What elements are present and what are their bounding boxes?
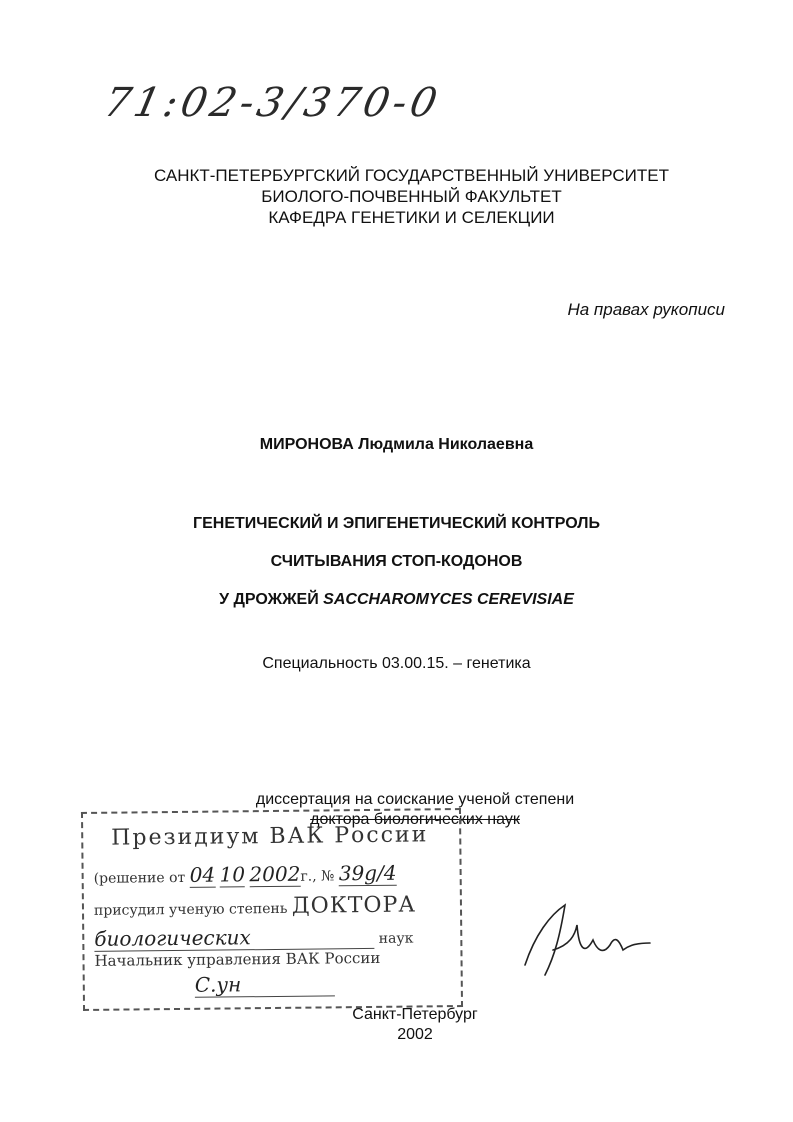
department-name: КАФЕДРА ГЕНЕТИКИ И СЕЛЕКЦИИ xyxy=(268,208,555,227)
stamp-day: 04 xyxy=(189,862,216,887)
degree-line-2: доктора биологических наук xyxy=(310,811,520,828)
stamp-degree: ДОКТОРА xyxy=(291,892,417,919)
rights-note: На правах рукописи xyxy=(567,300,725,319)
stamp-decision-prefix: (решение от xyxy=(93,869,186,887)
title-line-3 xyxy=(0,591,793,609)
dissertation-title xyxy=(0,515,793,629)
stamp-header: Президиум ВАК России xyxy=(111,822,429,851)
stamp-awarded xyxy=(94,892,416,920)
stamp-field-handwritten: биологических xyxy=(94,924,374,952)
institution-header xyxy=(0,165,793,228)
stamp-year: 2002 xyxy=(249,861,301,887)
place: Санкт-Петербург xyxy=(352,1006,478,1023)
stamp-chief-signature: С.ун xyxy=(195,971,335,997)
author-signature xyxy=(515,895,665,985)
stamp-decision xyxy=(94,861,397,888)
place-and-year xyxy=(320,1005,510,1045)
university-name: САНКТ-ПЕТЕРБУРГСКИЙ ГОСУДАРСТВЕННЫЙ УНИВЕРСИТЕТ xyxy=(153,166,670,185)
vak-stamp xyxy=(81,808,463,1011)
year: 2002 xyxy=(397,1026,433,1043)
specialty: Специальность 03.00.15. – генетика xyxy=(262,655,531,672)
title-line-3-prefix: У ДРОЖЖЕЙ xyxy=(219,591,324,608)
title-line-2: СЧИТЫВАНИЯ СТОП-КОДОНОВ xyxy=(270,553,523,570)
species-name: SACCHAROMYCES CEREVISIAE xyxy=(323,591,574,608)
degree-line-1: диссертация на соискание ученой степени xyxy=(255,791,575,808)
stamp-field-suffix: наук xyxy=(378,930,414,947)
stamp-awarded-text: присудил ученую степень xyxy=(93,900,288,919)
title-line-1: ГЕНЕТИЧЕСКИЙ И ЭПИГЕНЕТИЧЕСКИЙ КОНТРОЛЬ xyxy=(193,515,600,532)
stamp-field xyxy=(94,924,413,952)
faculty-name: БИОЛОГО-ПОЧВЕННЫЙ ФАКУЛЬТЕТ xyxy=(261,187,562,206)
stamp-month: 10 xyxy=(219,862,246,887)
author-name: МИРОНОВА Людмила Николаевна xyxy=(259,436,534,453)
archive-code-handwritten: 71:02-3/370-0 xyxy=(100,80,445,126)
stamp-number: 39g/4 xyxy=(338,860,397,886)
stamp-chief: Начальник управления ВАК России xyxy=(94,948,381,970)
stamp-year-suffix: г., № xyxy=(300,868,335,885)
